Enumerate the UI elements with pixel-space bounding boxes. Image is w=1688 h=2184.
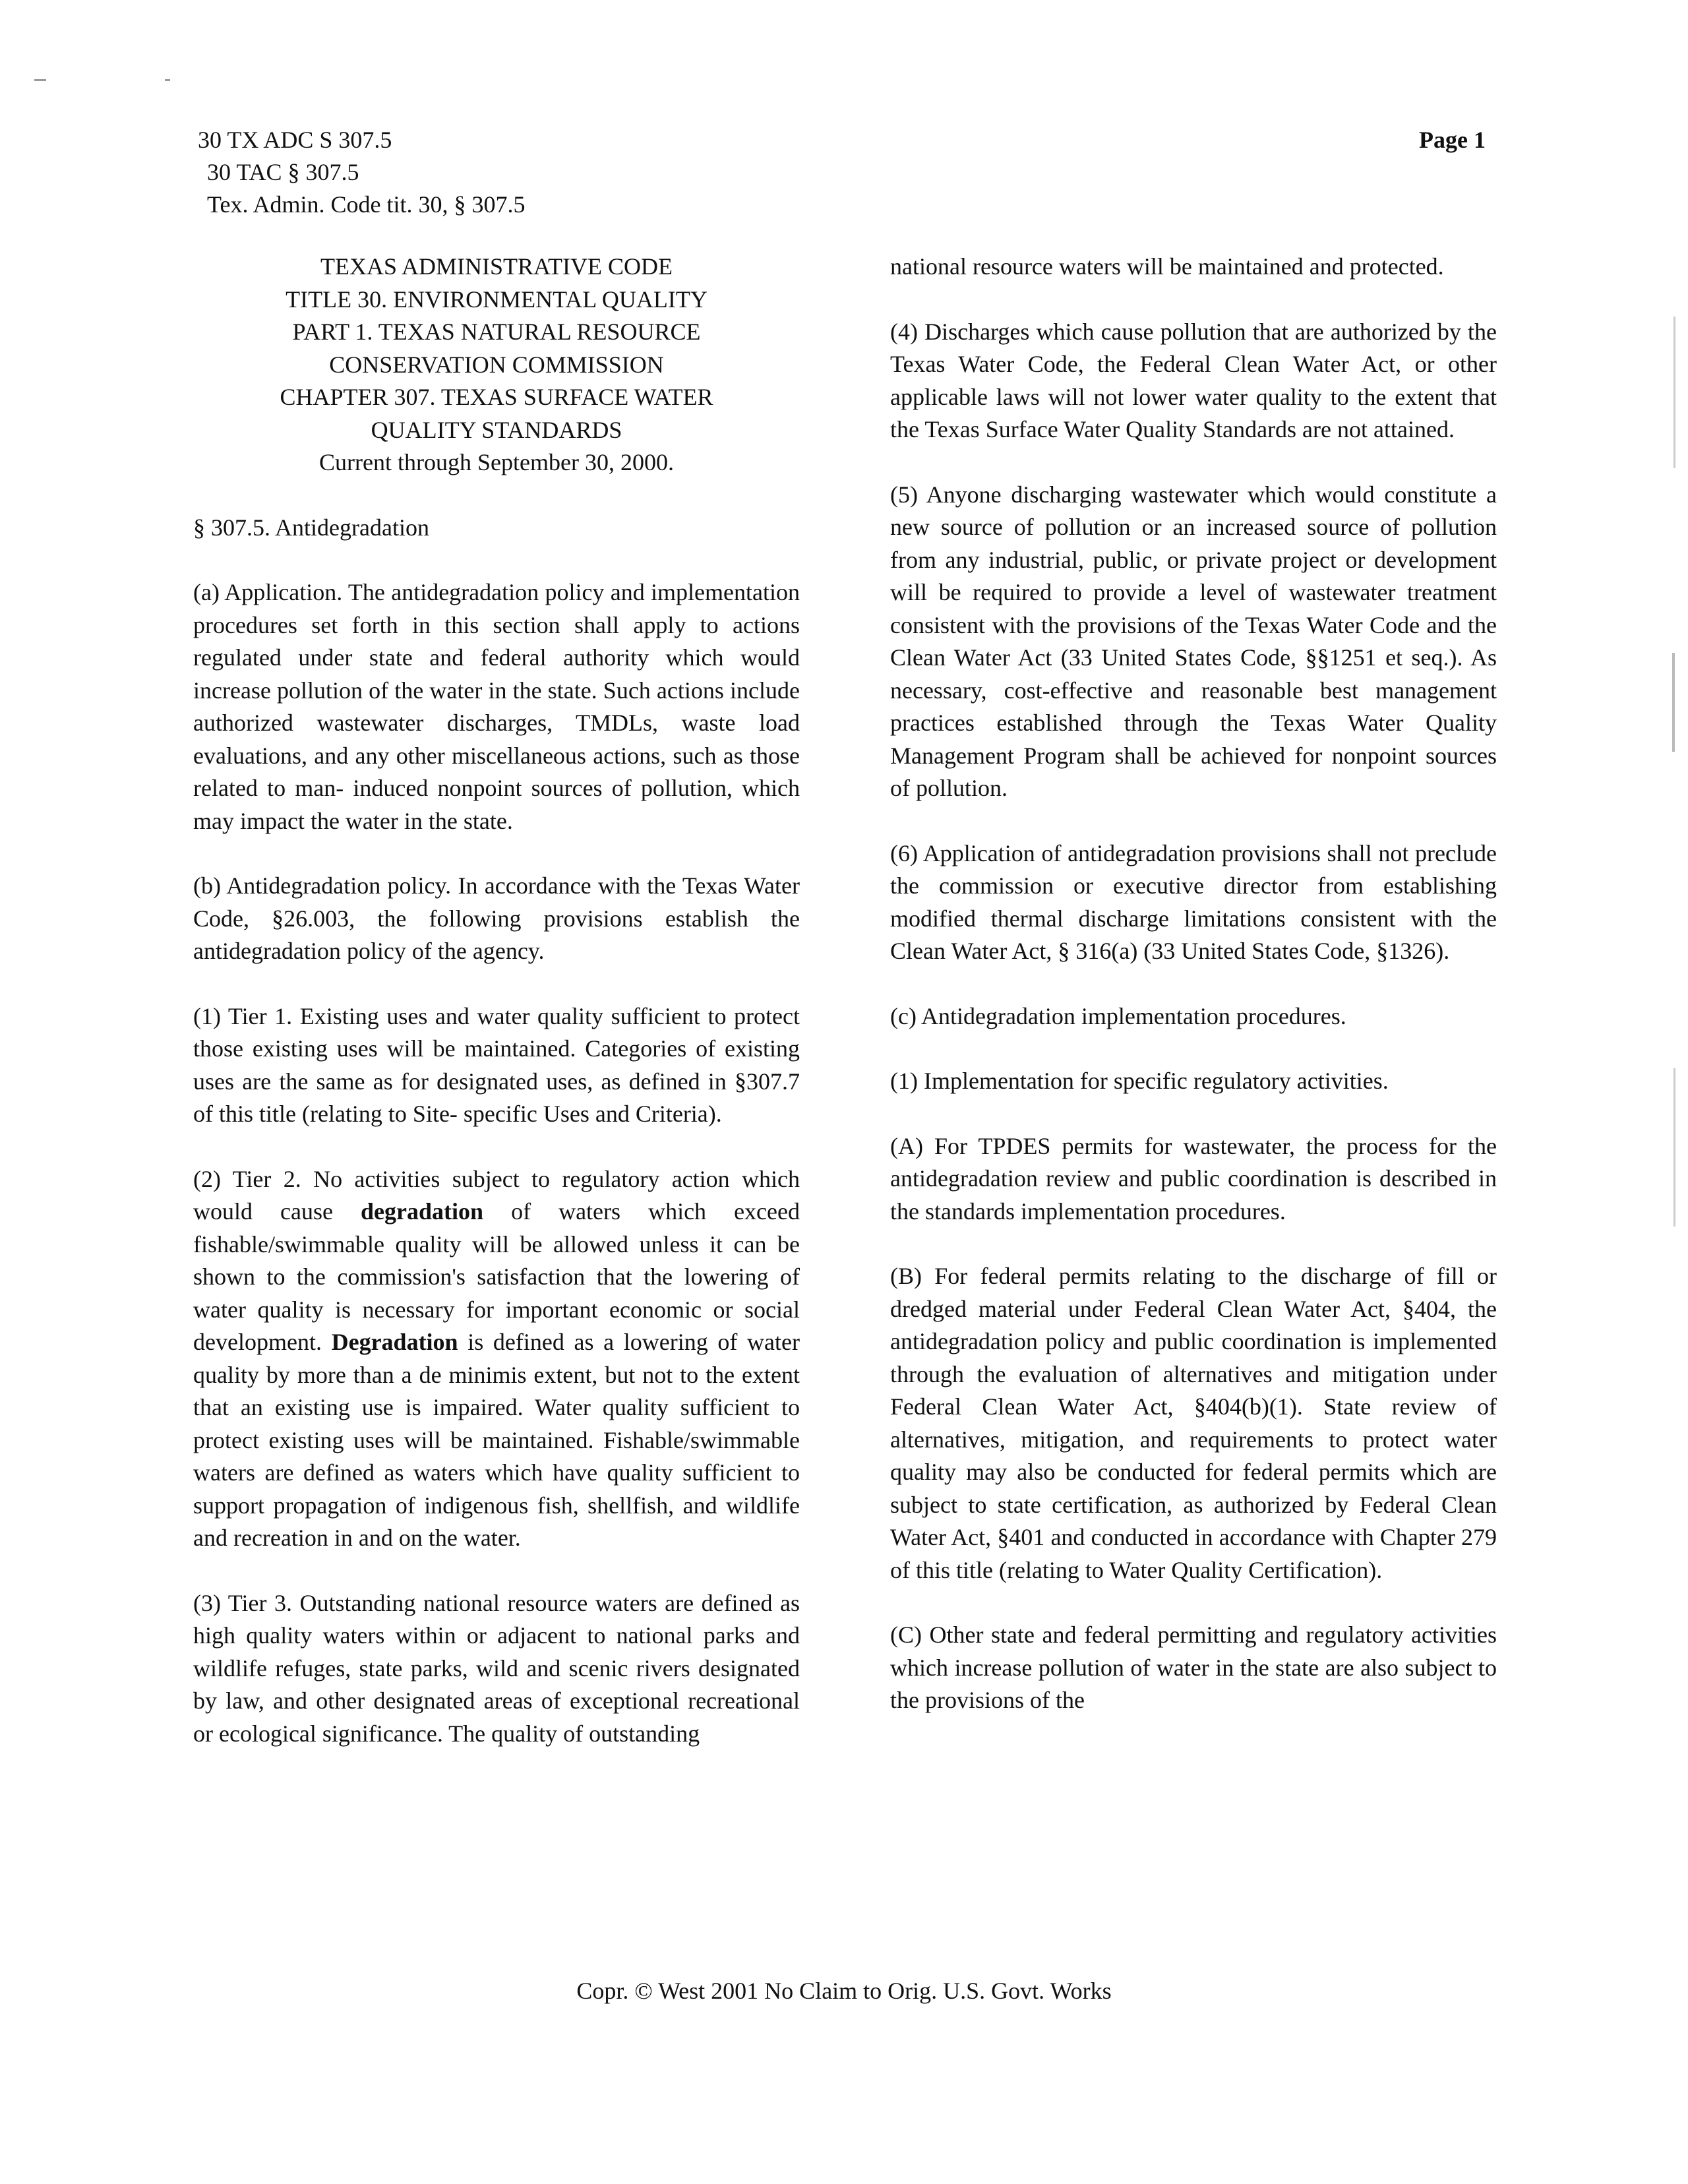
paragraph-a-application: (a) Application. The antidegradation policy and implementation procedures set forth in this section shall apply to actions regulated under state and federal authority which would increase pollution of the water in the state. Such actions include authorized wastewater discharges, TMDLs, waste load evaluations, and any other miscellaneous actions, such as those related to man- induced nonpoint sources of pollution, which may impact the water in the state. <box>193 579 800 834</box>
paragraph-tier-1: (1) Tier 1. Existing uses and water quality sufficient to protect those existing uses will be maintained. Categories of existing uses are the same as for designated uses, as defined in §307.7 of this title (relating to Site- specific Uses and Criteria). <box>193 1002 800 1127</box>
paragraph-c-1: (1) Implementation for specific regulatory activities. <box>890 1068 1389 1094</box>
paragraph-b-policy: (b) Antidegradation policy. In accordance with the Texas Water Code, §26.003, the following provisions establish the antidegradation policy of the agency. <box>193 872 800 964</box>
heading-line: TITLE 30. ENVIRONMENTAL QUALITY <box>286 286 708 313</box>
section-title: § 307.5. Antidegradation <box>193 514 429 541</box>
text-run: of waters which exceed fishable/swimmable quality will be allowed unless it can be shown to the commission's satisfaction that the lowering of water quality is necessary for important economic or social development. <box>193 1198 800 1355</box>
citation-block <box>198 124 525 221</box>
paragraph-c-1-B: (B) For federal permits relating to the discharge of fill or dredged material under Federal Clean Water Act, §404, the antidegradation policy and public coordination is implemented through the evaluation of alternatives and mitigation under Federal Clean Water Act, §404(b)(1). State review of alternatives, mitigation, and requirements to protect water quality may also be conducted for federal permits which are subject to state certification, as authorized by Federal Clean Water Act, §401 and conducted in accordance with Chapter 279 of this title (relating to Water Quality Certification). <box>890 1263 1497 1583</box>
scan-mark <box>1672 653 1675 752</box>
paragraph-c-procedures: (c) Antidegradation implementation procedures. <box>890 1002 1346 1029</box>
term-degradation-definition: Degradation <box>331 1329 458 1355</box>
right-column <box>890 251 1497 1749</box>
heading-line: TEXAS ADMINISTRATIVE CODE <box>320 253 673 280</box>
paragraph-4: (4) Discharges which cause pollution that are authorized by the Texas Water Code, the Federal Clean Water Act, or other applicable laws will not lower water quality to the extent that the Texas Surface Water Quality Standards are not attained. <box>890 318 1497 442</box>
text-run: is defined as a lowering of water quality by more than a de minimis extent, but not to the extent that an existing use is impaired. Water quality sufficient to protect existing uses will be maintained. Fishable/swimmable waters are defined as waters which have quality sufficient to support propagation of indigenous fish, shellfish, and wildlife and recreation in and on the water. <box>193 1329 800 1551</box>
paragraph-tier-3-continued: national resource waters will be maintained and protected. <box>890 253 1444 280</box>
scan-mark <box>1673 1068 1675 1227</box>
left-column <box>193 251 800 1782</box>
heading-line: PART 1. TEXAS NATURAL RESOURCE <box>292 318 701 345</box>
citation-line: 30 TAC § 307.5 <box>207 159 359 185</box>
paragraph-5: (5) Anyone discharging wastewater which would constitute a new source of pollution or an increased source of pollution from any industrial, public, or private project or development will be required to provide a level of wastewater treatment consistent with the provisions of the Texas Water Code and the Clean Water Act (33 United States Code, §§1251 et seq.). As necessary, cost-effective and reasonable best management practices established through the Texas Water Quality Management Program shall be achieved for nonpoint sources of pollution. <box>890 481 1497 801</box>
citation-line: 30 TX ADC S 307.5 <box>198 127 392 153</box>
paragraph-6: (6) Application of antidegradation provisions shall not preclude the commission or executive director from establishing modified thermal discharge limitations consistent with the Clean Water Act, § 316(a) (33 United States Code, §1326). <box>890 839 1497 964</box>
scan-mark <box>165 79 170 81</box>
copyright-footer: Copr. © West 2001 No Claim to Orig. U.S. Govt. Works <box>576 1978 1112 2004</box>
paragraph-tier-2 <box>193 1163 800 1555</box>
page-number: Page 1 <box>1419 127 1486 153</box>
text-run: (2) Tier 2. No activities subject to regulatory action which would cause <box>193 1165 800 1225</box>
paragraph-tier-3: (3) Tier 3. Outstanding national resource waters are defined as high quality waters within or adjacent to national parks and wildlife refuges, state parks, wild and scenic rivers designated by law, and other designated areas of exceptional recreational or ecological significance. The quality of outstanding <box>193 1589 800 1747</box>
paragraph-c-1-C: (C) Other state and federal permitting and regulatory activities which increase pollution of water in the state are also subject to the provisions of the <box>890 1622 1497 1713</box>
heading-line: Current through September 30, 2000. <box>319 449 674 475</box>
term-degradation: degradation <box>361 1198 484 1225</box>
scan-mark <box>1673 317 1675 468</box>
scan-mark <box>34 79 46 81</box>
citation-line: Tex. Admin. Code tit. 30, § 307.5 <box>207 191 526 218</box>
heading-line: CHAPTER 307. TEXAS SURFACE WATER <box>280 384 713 410</box>
code-heading <box>193 251 800 479</box>
paragraph-c-1-A: (A) For TPDES permits for wastewater, the process for the antidegradation review and public coordination is described in the standards implementation procedures. <box>890 1132 1497 1225</box>
heading-line: QUALITY STANDARDS <box>371 416 622 443</box>
heading-line: CONSERVATION COMMISSION <box>329 351 664 378</box>
